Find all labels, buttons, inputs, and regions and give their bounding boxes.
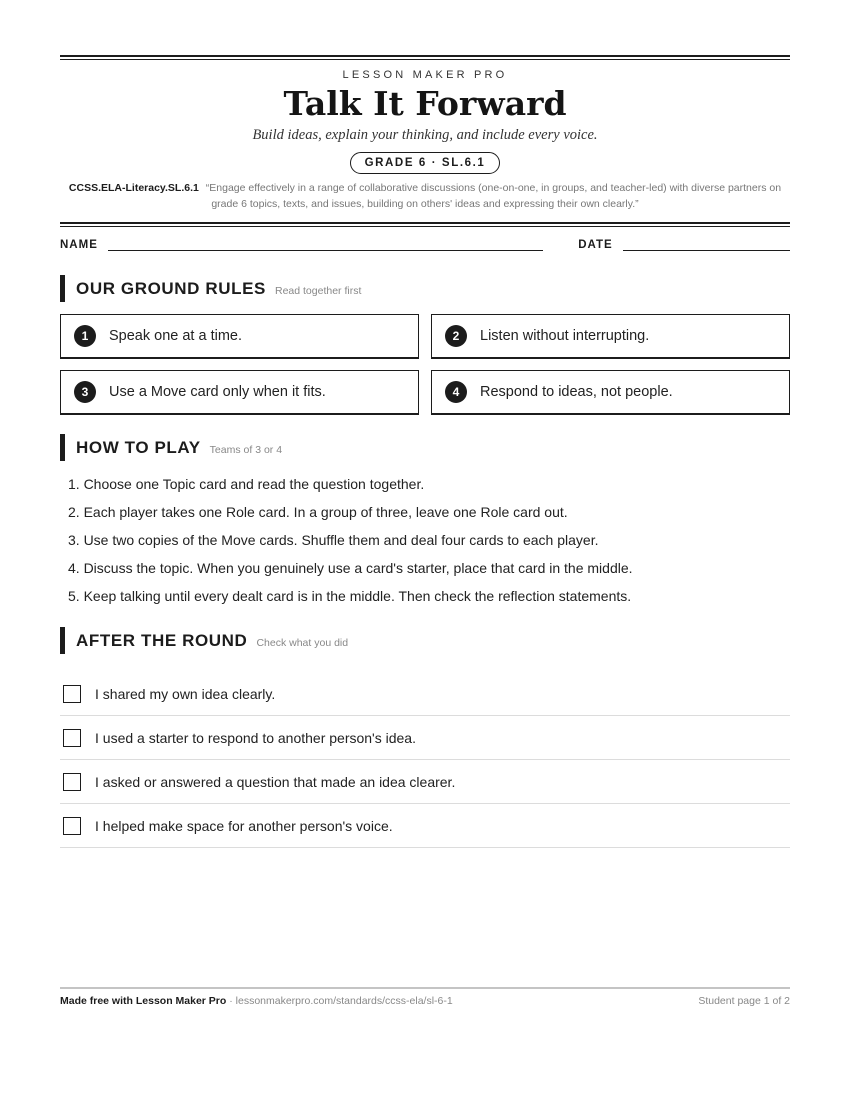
standard-description xyxy=(60,180,790,212)
reflection-checkbox[interactable] xyxy=(63,817,81,835)
footer-page-number: Student page 1 of 2 xyxy=(698,995,790,1007)
step-item: 1. Choose one Topic card and read the question together. xyxy=(68,476,425,492)
ground-rule-card xyxy=(60,370,419,415)
ground-rule-card xyxy=(60,314,419,359)
worksheet-subtitle: Build ideas, explain your thinking, and include every voice. xyxy=(252,127,598,143)
how-to-play-steps xyxy=(60,470,790,610)
rule-number-badge: 4 xyxy=(445,381,467,403)
standard-text: “Engage effectively in a range of collaborative discussions (one-on-one, in groups, and teacher-led) with diverse partners on grade 6 topics, texts, and issues, building on others' ideas and expressing their own clearly.” xyxy=(205,182,782,210)
footer-made-with: Made free with Lesson Maker Pro xyxy=(60,995,227,1007)
step-item: 2. Each player takes one Role card. In a group of three, leave one Role card out. xyxy=(68,504,568,520)
checklist-text: I shared my own idea clearly. xyxy=(95,685,276,702)
footer-credit xyxy=(60,995,453,1007)
rule-text: Respond to ideas, not people. xyxy=(480,384,673,400)
top-double-rule xyxy=(60,55,790,60)
reflection-checkbox[interactable] xyxy=(63,773,81,791)
rule-number-badge: 1 xyxy=(74,325,96,347)
rule-number-badge: 2 xyxy=(445,325,467,347)
brand-name: LESSON MAKER PRO xyxy=(342,69,508,81)
ground-rules-grid xyxy=(60,314,790,415)
checklist-item xyxy=(60,760,790,804)
name-field[interactable] xyxy=(108,250,543,251)
after-round-subtitle: Check what you did xyxy=(256,637,349,649)
name-label: NAME xyxy=(60,239,98,251)
page-footer xyxy=(60,987,790,1007)
grade-badge: GRADE 6 · SL.6.1 xyxy=(350,152,501,174)
rule-number-badge: 3 xyxy=(74,381,96,403)
worksheet-title: Talk It Forward xyxy=(283,84,567,123)
rule-text: Listen without interrupting. xyxy=(480,328,650,344)
step-item: 5. Keep talking until every dealt card is in the middle. Then check the reflection statements. xyxy=(68,588,632,604)
after-round-heading xyxy=(60,627,790,654)
checklist-item xyxy=(60,672,790,716)
checklist-text: I helped make space for another person's voice. xyxy=(95,817,393,834)
worksheet-page xyxy=(60,55,790,848)
step-item: 3. Use two copies of the Move cards. Shuffle them and deal four cards to each player. xyxy=(68,532,599,548)
how-to-play-title: HOW TO PLAY xyxy=(76,438,201,457)
checklist-text: I asked or answered a question that made an idea clearer. xyxy=(95,773,456,790)
checklist-text: I used a starter to respond to another person's idea. xyxy=(95,729,416,746)
ground-rule-card xyxy=(431,314,790,359)
ground-rules-subtitle: Read together first xyxy=(275,285,362,297)
ground-rule-card xyxy=(431,370,790,415)
checklist-item xyxy=(60,804,790,848)
how-to-play-heading xyxy=(60,434,790,461)
reflection-checklist xyxy=(60,672,790,848)
rule-text: Speak one at a time. xyxy=(109,328,242,344)
rule-text: Use a Move card only when it fits. xyxy=(109,384,326,400)
reflection-checkbox[interactable] xyxy=(63,729,81,747)
ground-rules-heading xyxy=(60,275,790,302)
after-round-title: AFTER THE ROUND xyxy=(76,631,248,650)
standard-code: CCSS.ELA-Literacy.SL.6.1 xyxy=(68,182,199,194)
ground-rules-title: OUR GROUND RULES xyxy=(76,279,266,298)
name-date-row xyxy=(60,239,790,251)
checklist-item xyxy=(60,716,790,760)
reflection-checkbox[interactable] xyxy=(63,685,81,703)
how-to-play-subtitle: Teams of 3 or 4 xyxy=(209,444,283,456)
header-bottom-rule xyxy=(60,222,790,227)
footer-url[interactable]: · lessonmakerpro.com/standards/ccss-ela/sl-6-1 xyxy=(226,995,453,1007)
date-field[interactable] xyxy=(623,250,790,251)
date-label: DATE xyxy=(578,239,613,251)
step-item: 4. Discuss the topic. When you genuinely use a card's starter, place that card in the middle. xyxy=(68,560,633,576)
